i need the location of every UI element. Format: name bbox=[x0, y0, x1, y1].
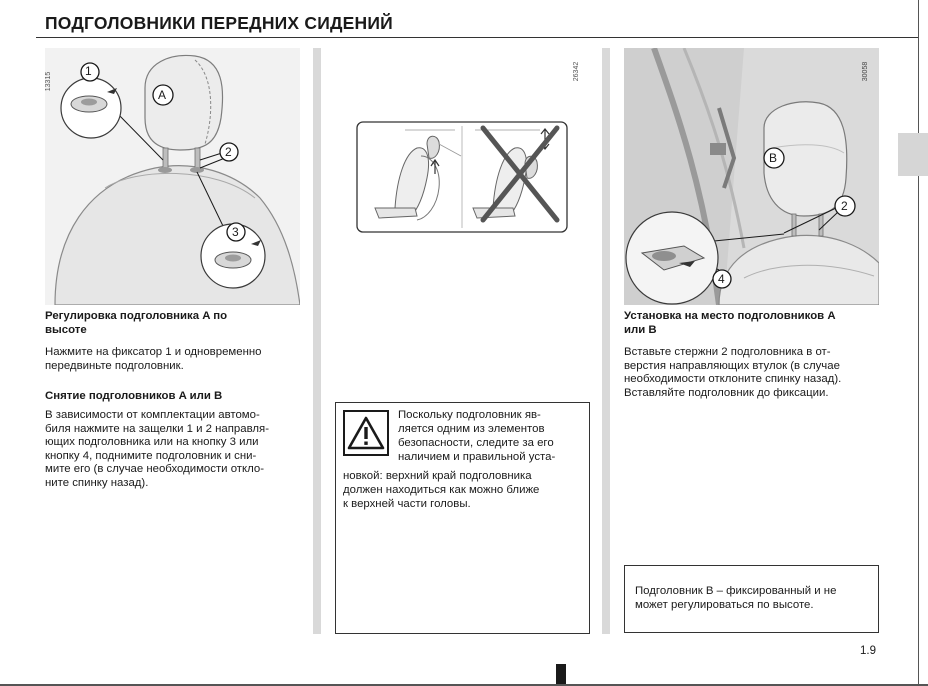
callout-2: 2 bbox=[841, 199, 848, 213]
figure-code: 30058 bbox=[862, 61, 870, 82]
warning-line: Поскольку подголовник яв- bbox=[398, 409, 541, 421]
section-heading-remove: Снятие подголовников A или B bbox=[45, 390, 223, 402]
page-title: ПОДГОЛОВНИКИ ПЕРЕДНИХ СИДЕНИЙ bbox=[45, 13, 393, 33]
body-line: верстия направляющих втулок (в случае bbox=[624, 359, 840, 372]
chapter-tab[interactable] bbox=[898, 133, 928, 176]
note-line: может регулироваться по высоте. bbox=[635, 598, 814, 611]
body-line: Вставьте стержни 2 подголовника в от- bbox=[624, 346, 831, 358]
callout-4: 4 bbox=[718, 272, 725, 286]
figure-headrest-position bbox=[335, 48, 590, 248]
heading-line: или B bbox=[624, 323, 657, 336]
callout-2: 2 bbox=[225, 145, 232, 159]
callout-b: B bbox=[769, 151, 778, 165]
body-line: необходимости отклоните спинку назад). bbox=[624, 373, 842, 385]
body-line: передвиньте подголовник. bbox=[45, 359, 184, 372]
section-heading-install bbox=[624, 310, 886, 337]
callout-a: A bbox=[158, 88, 167, 102]
note-text bbox=[635, 585, 880, 612]
heading-line: Установка на место подголовников A bbox=[624, 310, 836, 322]
figure-code: 13315 bbox=[45, 71, 53, 92]
body-line: ните спинку назад). bbox=[45, 476, 149, 489]
page-number: 1.9 bbox=[860, 645, 876, 657]
figure-headrest-installation bbox=[624, 48, 879, 305]
title-rule bbox=[36, 37, 918, 38]
figure-code: 26342 bbox=[573, 61, 581, 82]
callout-3: 3 bbox=[232, 225, 239, 239]
section-heading-adjust bbox=[45, 310, 305, 337]
body-line: ющих подголовника или на кнопку 3 или bbox=[45, 436, 259, 448]
callout-1: 1 bbox=[85, 64, 92, 78]
body-line: В зависимости от комплектации автомо- bbox=[45, 409, 260, 421]
warning-line: ляется одним из элементов bbox=[398, 423, 545, 435]
warning-line: новкой: верхний край подголовника bbox=[343, 470, 532, 482]
warning-icon bbox=[343, 410, 389, 456]
page-frame-right bbox=[918, 0, 919, 686]
heading-line: высоте bbox=[45, 323, 87, 336]
heading-line: Регулировка подголовника A по bbox=[45, 310, 228, 322]
section-body-install bbox=[624, 346, 886, 400]
section-body-adjust bbox=[45, 346, 305, 373]
note-line: Подголовник B – фиксированный и не bbox=[635, 585, 837, 597]
figure-headrest-adjustment bbox=[45, 48, 300, 305]
body-line: биля нажмите на защелки 1 и 2 направля- bbox=[45, 422, 269, 435]
body-line: Нажмите на фиксатор 1 и одновременно bbox=[45, 346, 262, 358]
section-body-remove bbox=[45, 409, 305, 490]
column-separator-left bbox=[313, 48, 321, 634]
warning-line: безопасности, следите за его bbox=[398, 437, 554, 449]
body-line: мите его (в случае необходимости откло- bbox=[45, 463, 265, 475]
warning-line: наличием и правильной уста- bbox=[398, 451, 556, 463]
body-line: Вставляйте подголовник до фиксации. bbox=[624, 386, 829, 399]
column-separator-right bbox=[602, 48, 610, 634]
warning-line: должен находиться как можно ближе bbox=[343, 484, 540, 496]
page-bottom-marker bbox=[556, 664, 566, 684]
warning-line: к верхней части головы. bbox=[343, 498, 471, 510]
body-line: кнопку 4, поднимите подголовник и сни- bbox=[45, 449, 257, 462]
